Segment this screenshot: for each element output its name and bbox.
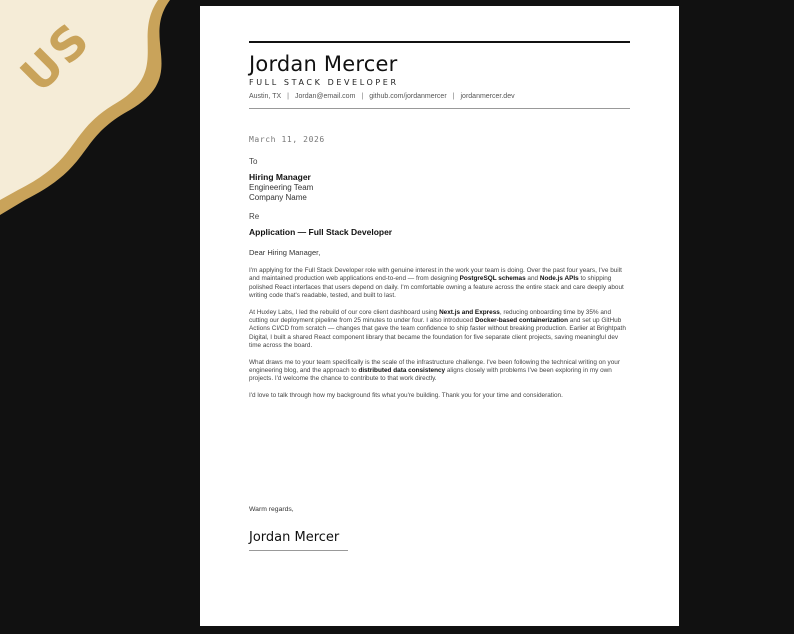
body-paragraph bbox=[249, 359, 630, 384]
header-bottom-rule bbox=[249, 108, 630, 109]
recipient-team: Engineering Team bbox=[249, 183, 314, 192]
signature-underline bbox=[249, 550, 348, 551]
contact-location: Austin, TX bbox=[249, 93, 282, 100]
cover-letter-page bbox=[200, 6, 679, 626]
contact-website[interactable]: jordanmercer.dev bbox=[460, 93, 515, 100]
contact-separator: | bbox=[452, 93, 455, 100]
highlight-term: Node.js APIs bbox=[539, 275, 579, 283]
paragraph-text: to shipping polished React interfaces that users depend on daily. I'm comfortable owning a feature across the entire stack and care deeply about writing code that's readable, tested, and built to last. bbox=[249, 275, 624, 300]
body-paragraph bbox=[249, 267, 630, 301]
contact-github[interactable]: github.com/jordanmercer bbox=[369, 93, 447, 100]
recipient-block bbox=[249, 172, 313, 203]
applicant-name: Jordan Mercer bbox=[249, 52, 398, 76]
paragraph-text: At Huxley Labs, I led the rebuild of our core client dashboard using bbox=[249, 308, 440, 316]
letter-body bbox=[249, 267, 630, 408]
corner-ribbon-shape bbox=[0, 0, 200, 220]
paragraph-text: and bbox=[525, 275, 540, 283]
letter-greeting: Dear Hiring Manager, bbox=[249, 248, 321, 257]
letter-subject: Application — Full Stack Developer bbox=[249, 227, 393, 237]
contact-email[interactable]: Jordan@email.com bbox=[295, 93, 356, 100]
re-label: Re bbox=[249, 212, 260, 221]
body-paragraph bbox=[249, 392, 630, 400]
header-top-rule bbox=[249, 41, 630, 43]
letter-date: March 11, 2026 bbox=[249, 135, 325, 144]
us-corner-badge bbox=[0, 0, 200, 220]
recipient-company: Company Name bbox=[249, 193, 307, 202]
to-label: To bbox=[249, 157, 258, 166]
paragraph-text: What draws me to your team specifically is the scale of the infrastructure challenge. I've been following the technical writing on your engineering blog, and the approach to bbox=[249, 358, 620, 375]
applicant-role: FULL STACK DEVELOPER bbox=[249, 78, 399, 87]
paragraph-text: I'm applying for the Full Stack Developer role with genuine interest in the work your team is doing. Over the past four years, I've built and maintained production web applications end-to-end — from designing bbox=[249, 267, 622, 283]
highlight-term: Docker-based containerization bbox=[474, 317, 568, 325]
letter-closing: Warm regards, bbox=[249, 506, 294, 513]
contact-separator: | bbox=[287, 93, 289, 100]
body-paragraph bbox=[249, 309, 630, 351]
signature-name: Jordan Mercer bbox=[249, 530, 340, 545]
paragraph-text: , reducing onboarding time by 35% and cutting our deployment pipeline from 25 minutes to under four. I also introduced bbox=[249, 308, 612, 325]
paragraph-text: aligns closely with problems I've been exploring in my own projects. I'd welcome the chance to contribute to that work directly. bbox=[249, 367, 612, 383]
paragraph-text: and set up GitHub Actions CI/CD from scratch — changes that gave the team confidence to ship faster without breaking production. Earlier at Brightpath Digital, I built a shared React component library that became the foundation for five separate client projects, saving meaningful dev time across the board. bbox=[249, 317, 626, 350]
contact-separator: | bbox=[361, 93, 364, 100]
highlight-term: PostgreSQL schemas bbox=[459, 275, 526, 283]
highlight-term: distributed data consistency bbox=[358, 367, 446, 375]
contact-line bbox=[249, 93, 515, 100]
paragraph-text: I'd love to talk through how my background fits what you're building. Thank you for your time and consideration. bbox=[249, 391, 563, 399]
highlight-term: Next.js and Express bbox=[439, 308, 500, 316]
recipient-name: Hiring Manager bbox=[249, 172, 311, 182]
us-badge-text: US bbox=[9, 11, 101, 103]
